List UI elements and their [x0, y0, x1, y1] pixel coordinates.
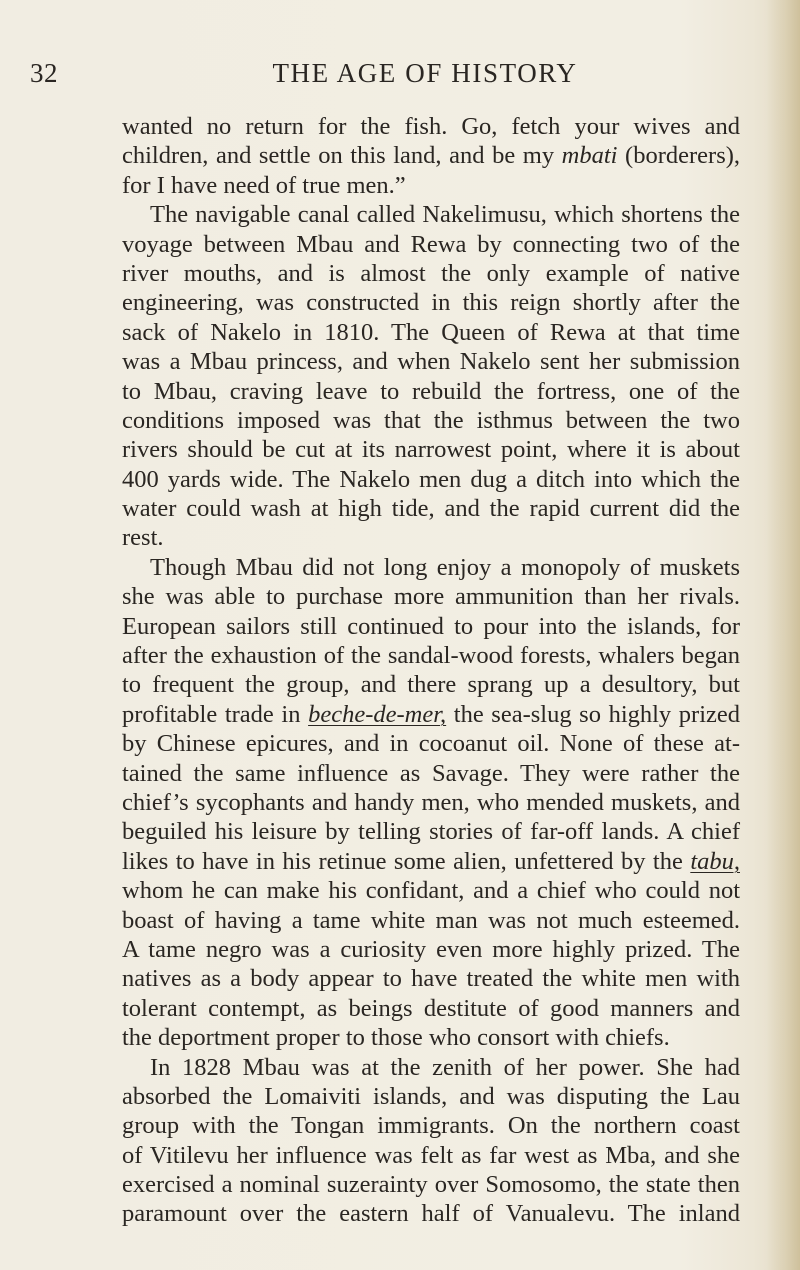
text-line: to frequent the group, and there sprang up a desultory, but: [122, 671, 740, 699]
text-line: of Vitilevu her influence was felt as far west as Mba, and she: [122, 1141, 740, 1169]
text-line: A tame negro was a curiosity even more highly prized. The: [122, 935, 740, 963]
text-line: group with the Tongan immigrants. On the northern coast: [122, 1112, 740, 1140]
text-line: beguiled his leisure by telling stories of far-off lands. A chief: [122, 818, 740, 846]
text-line: was a Mbau princess, and when Nakelo sent her submission: [122, 348, 740, 376]
text-line: by Chinese epicures, and in cocoanut oil. None of these at-: [122, 730, 740, 758]
text-line: the deportment proper to those who consort with chiefs.: [122, 1024, 670, 1052]
text-line: 400 yards wide. The Nakelo men dug a ditch into which the: [122, 465, 740, 493]
text-line: to Mbau, craving leave to rebuild the fortress, one of the: [122, 377, 740, 405]
text-line: tolerant contempt, as beings destitute of good manners and: [122, 994, 740, 1022]
page-number: 32: [30, 58, 58, 88]
text-line: boast of having a tame white man was not much esteemed.: [122, 906, 740, 934]
text-line: exercised a nominal suzerainty over Somosomo, the state then: [122, 1171, 740, 1199]
italic-term-beche-de-mer: beche-de-mer,: [308, 700, 447, 728]
text-line: after the exhaustion of the sandal-wood forests, whalers began: [122, 642, 740, 670]
text-line: conditions imposed was that the isthmus between the two: [122, 406, 740, 434]
paragraph-start-line: The navigable canal called Nakelimusu, which shortens the: [150, 201, 740, 229]
text-line: for I have need of true men.”: [122, 171, 406, 199]
text-line: chief’s sycophants and handy men, who mended muskets, and: [122, 788, 740, 816]
text-line: children, and settle on this land, and be my mbati (borderers),: [122, 142, 741, 170]
text-line: tained the same influence as Savage. They were rather the: [122, 759, 740, 787]
text-line: wanted no return for the fish. Go, fetch your wives and: [122, 113, 740, 140]
text-line: engineering, was constructed in this reign shortly after the: [122, 289, 740, 317]
paragraph-start-line: Though Mbau did not long enjoy a monopoly of muskets: [150, 553, 740, 581]
text-line: paramount over the eastern half of Vanualevu. The inland: [122, 1200, 740, 1228]
text-line: voyage between Mbau and Rewa by connecting two of the: [122, 230, 740, 258]
text-line: rest.: [122, 524, 164, 552]
running-head: THE AGE OF HISTORY: [272, 58, 578, 88]
text-line: likes to have in his retinue some alien, unfettered by the tabu,: [122, 847, 740, 875]
text-line: water could wash at high tide, and the rapid current did the: [122, 495, 740, 523]
text-line: river mouths, and is almost the only example of native: [122, 259, 740, 287]
text-line: rivers should be cut at its narrowest point, where it is about: [122, 436, 740, 464]
paragraph-start-line: In 1828 Mbau was at the zenith of her power. She had: [150, 1053, 740, 1081]
text-line: absorbed the Lomaiviti islands, and was disputing the Lau: [122, 1082, 740, 1110]
text-line: European sailors still continued to pour into the islands, for: [122, 612, 740, 640]
page-edge-shadow: [766, 0, 800, 1270]
text-line: whom he can make his confidant, and a chief who could not: [122, 877, 740, 905]
body-text: [122, 112, 740, 1229]
page-header: [0, 58, 800, 98]
text-line: she was able to purchase more ammunition than her rivals.: [122, 583, 740, 611]
text-line: profitable trade in beche-de-mer, the sea-slug so highly prized: [122, 700, 741, 728]
italic-term-tabu: tabu,: [690, 847, 740, 875]
text-line: natives as a body appear to have treated the white men with: [122, 965, 740, 993]
italic-term-mbati: mbati: [561, 142, 618, 170]
text-line: sack of Nakelo in 1810. The Queen of Rewa at that time: [122, 318, 740, 346]
